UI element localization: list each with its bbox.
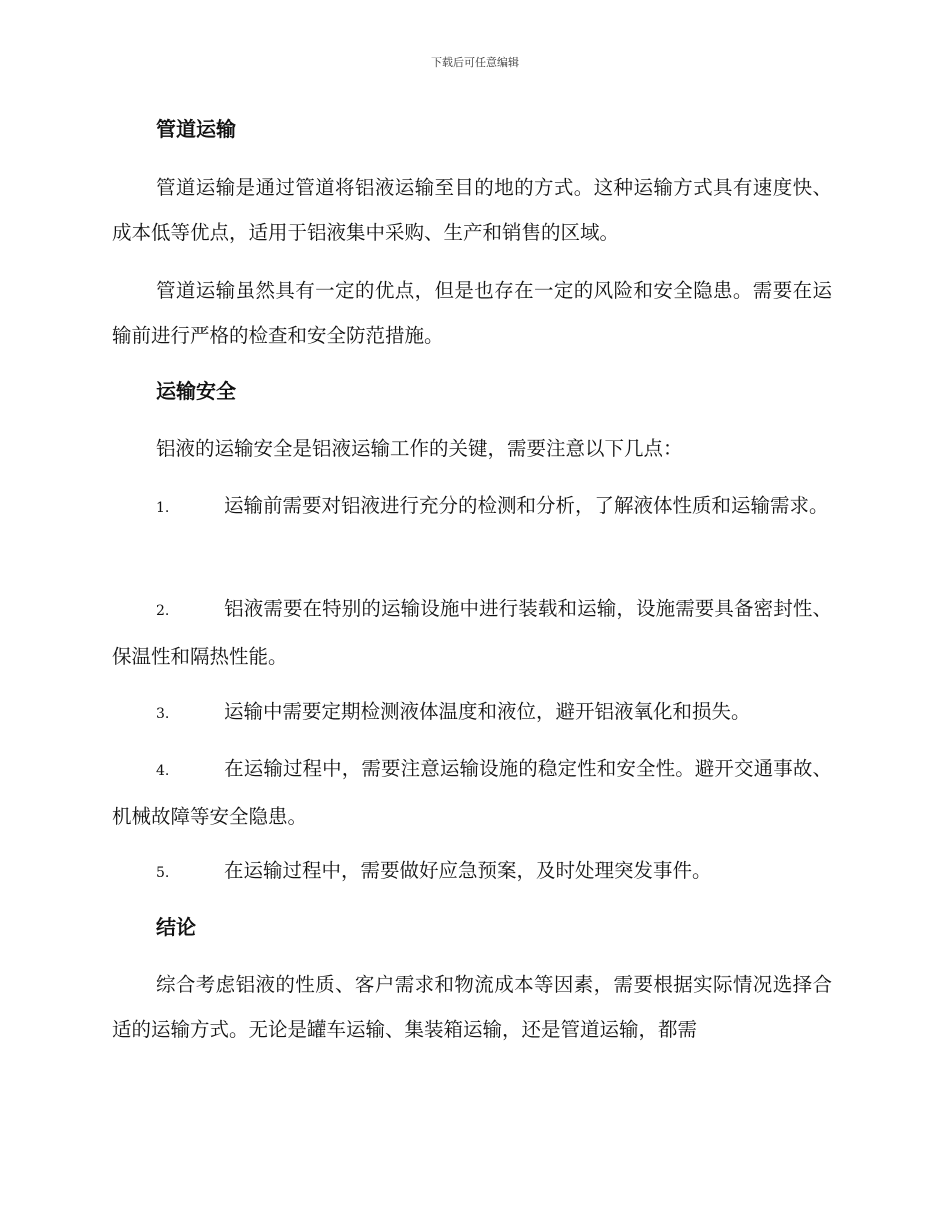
list-item-text: 在运输过程中，需要注意运输设施的稳定性和安全性。避开交通事故、机械故障等安全隐患。 — [112, 757, 832, 828]
list-item-text: 运输中需要定期检测液体温度和液位，避开铝液氧化和损失。 — [224, 700, 751, 723]
section-title-conclusion: 结论 — [156, 915, 196, 939]
list-item-number: 1. — [156, 500, 170, 516]
page-header-note: 下载后可任意编辑 — [431, 56, 519, 69]
list-item — [112, 586, 832, 679]
list-item-number: 2. — [156, 603, 170, 619]
list-item — [112, 689, 832, 737]
safety-intro: 铝液的运输安全是铝液运输工作的关键，需要注意以下几点： — [156, 437, 683, 460]
list-item-number: 5. — [156, 865, 170, 881]
pipeline-paragraph-1: 管道运输是通过管道将铝液运输至目的地的方式。这种运输方式具有速度快、成本低等优点，适用于铝液集中采购、生产和销售的区域。 — [112, 176, 832, 244]
list-item-text: 铝液需要在特别的运输设施中进行装载和运输，设施需要具备密封性、保温性和隔热性能。 — [112, 597, 832, 668]
list-item — [112, 848, 832, 896]
list-item-number: 3. — [156, 706, 170, 722]
conclusion-paragraph-1: 综合考虑铝液的性质、客户需求和物流成本等因素，需要根据实际情况选择合适的运输方式。无论是罐车运输、集装箱运输，还是管道运输，都需 — [112, 973, 832, 1041]
list-item-text: 在运输过程中，需要做好应急预案，及时处理突发事件。 — [224, 859, 712, 882]
list-item — [112, 746, 832, 839]
list-item-text: 运输前需要对铝液进行充分的检测和分析，了解液体性质和运输需求。 — [224, 494, 829, 517]
list-item — [112, 483, 832, 531]
list-item-number: 4. — [156, 763, 170, 779]
section-title-pipeline: 管道运输 — [156, 117, 236, 141]
pipeline-paragraph-2: 管道运输虽然具有一定的优点，但是也存在一定的风险和安全隐患。需要在运输前进行严格的检查和安全防范措施。 — [112, 279, 832, 347]
section-title-safety: 运输安全 — [156, 379, 236, 403]
